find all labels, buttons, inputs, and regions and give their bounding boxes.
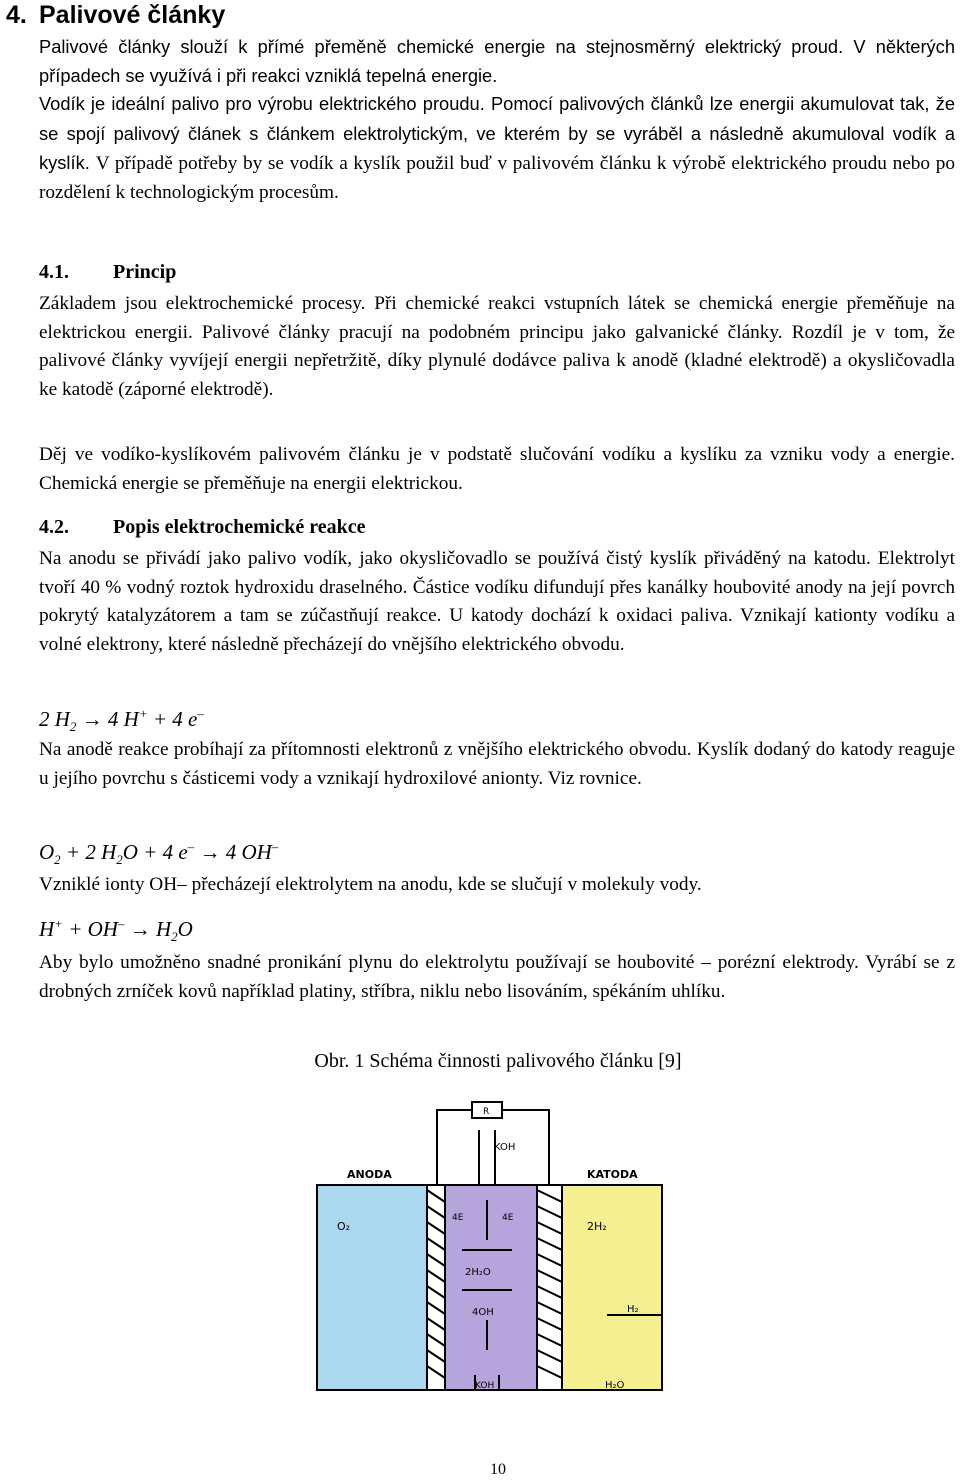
label-h2o-bottom: H₂O xyxy=(605,1380,625,1391)
section-title: Princip xyxy=(113,261,177,283)
section-number: 4.1. xyxy=(39,261,69,283)
label-2h2: 2H₂ xyxy=(587,1220,607,1233)
anode-chamber xyxy=(317,1185,437,1390)
label-katoda: KATODA xyxy=(587,1168,638,1181)
label-koh-top: KOH xyxy=(494,1142,516,1153)
equation-3: $H^+ + OH^- \to H_2O$ xyxy=(39,916,193,945)
label-2h2o: 2H₂O xyxy=(465,1267,491,1278)
reaction-paragraph-3: Vzniklé ionty OH– přecházejí elektrolytem na anodu, kde se slučují v molekuly vody. xyxy=(39,874,702,895)
fuel-cell-diagram xyxy=(287,1090,687,1400)
intro-paragraph-2-serif: V případě potřeby by se vodík a kyslík použil buď v palivovém článku k výrobě elektrického proudu nebo po rozdělení k technologickým procesům. xyxy=(39,153,955,203)
label-o2: O₂ xyxy=(337,1220,351,1233)
principle-paragraph-1: Základem jsou elektrochemické procesy. Při chemické reakci vstupních látek se chemická energie přeměňuje na elektrickou energii. Palivové články pracují na podobném principu jako galvanické články. Rozdíl je v tom, že palivové články vyvíjejí energii nepřetržitě, díky plynulé dodávce paliva k anodě (kladné elektrodě) a okysličovadla ke katodě (záporné elektrodě). xyxy=(39,293,955,400)
reaction-paragraph-1: Na anodu se přivádí jako palivo vodík, jako okysličovadlo se používá čistý kyslík přiváděný na katodu. Elektrolyt tvoří 40 % vodný roztok hydroxidu draselného. Částice vodíku difundují přes kanálky houbovité anody na její povrch pokrytý katalyzátorem a tam se zúčastňují reakce. U katody dochází k oxidaci paliva. Vznikají kationty vodíku a volné elektrony, které následně přecházejí do vnějšího elektrického obvodu. xyxy=(39,548,955,655)
reaction-paragraph-4: Aby bylo umožněno snadné pronikání plynu do elektrolytu používají se houbovité – porézní elektrody. Vyrábí se z drobných zrníček kovů například platiny, stříbra, niklu nebo lisováním, spékáním uhlíku. xyxy=(39,952,955,1002)
equation-1: 2 $H_2 \to 4$ H+ + 4 e– xyxy=(39,706,204,735)
chapter-title: Palivové články xyxy=(39,1,226,29)
intro-paragraph-1: Palivové články slouží k přímé přeměně chemické energie na stejnosměrný elektrický proud. V některých případech se využívá i při reakci vzniklá tepelná energie. xyxy=(39,36,955,86)
label-h2-out: H₂ xyxy=(627,1304,639,1315)
chapter-number: 4. xyxy=(6,1,27,29)
label-4e-1: 4E xyxy=(452,1213,464,1223)
label-koh-bottom: KOH xyxy=(475,1381,495,1391)
equation-2: $O_2 + 2$ $H_2O + 4$ e– → 4 OH– xyxy=(39,839,279,868)
label-anoda: ANODA xyxy=(347,1168,392,1181)
intro-paragraph-2 xyxy=(39,90,955,207)
label-4oh: 4OH xyxy=(472,1307,494,1318)
intro-paragraph-2-sans: Vodík je ideální palivo pro výrobu elektrického proudu. Pomocí palivových článků lze energii akumulovat tak, že se spojí palivový článek s článkem elektrolytickým, ve kterém by se vyráběl a následně akumuloval vodík a kyslík. xyxy=(39,93,955,173)
page-number: 10 xyxy=(490,1461,506,1478)
cathode-electrode xyxy=(537,1185,562,1390)
chapter-heading xyxy=(6,0,225,30)
section-heading-principle xyxy=(39,258,176,286)
figure-caption: Obr. 1 Schéma činnosti palivového článku [9] xyxy=(314,1050,682,1072)
reaction-paragraph-2: Na anodě reakce probíhají za přítomnosti elektronů z vnějšího elektrického obvodu. Kyslík dodaný do katody reaguje u jejího povrchu s částicemi vody a vznikají hydroxilové anionty. Viz rovnice. xyxy=(39,739,955,789)
anode-electrode xyxy=(427,1185,445,1390)
cathode-chamber xyxy=(562,1185,662,1390)
section-title: Popis elektrochemické reakce xyxy=(113,516,366,538)
label-r: R xyxy=(483,1107,490,1117)
label-4e-2: 4E xyxy=(502,1213,514,1223)
section-heading-reaction xyxy=(39,513,366,541)
principle-paragraph-2: Děj ve vodíko-kyslíkovém palivovém článku je v podstatě slučování vodíku a kyslíku za vzniku vody a energie. Chemická energie se přeměňuje na energii elektrickou. xyxy=(39,444,955,494)
section-number: 4.2. xyxy=(39,516,69,538)
